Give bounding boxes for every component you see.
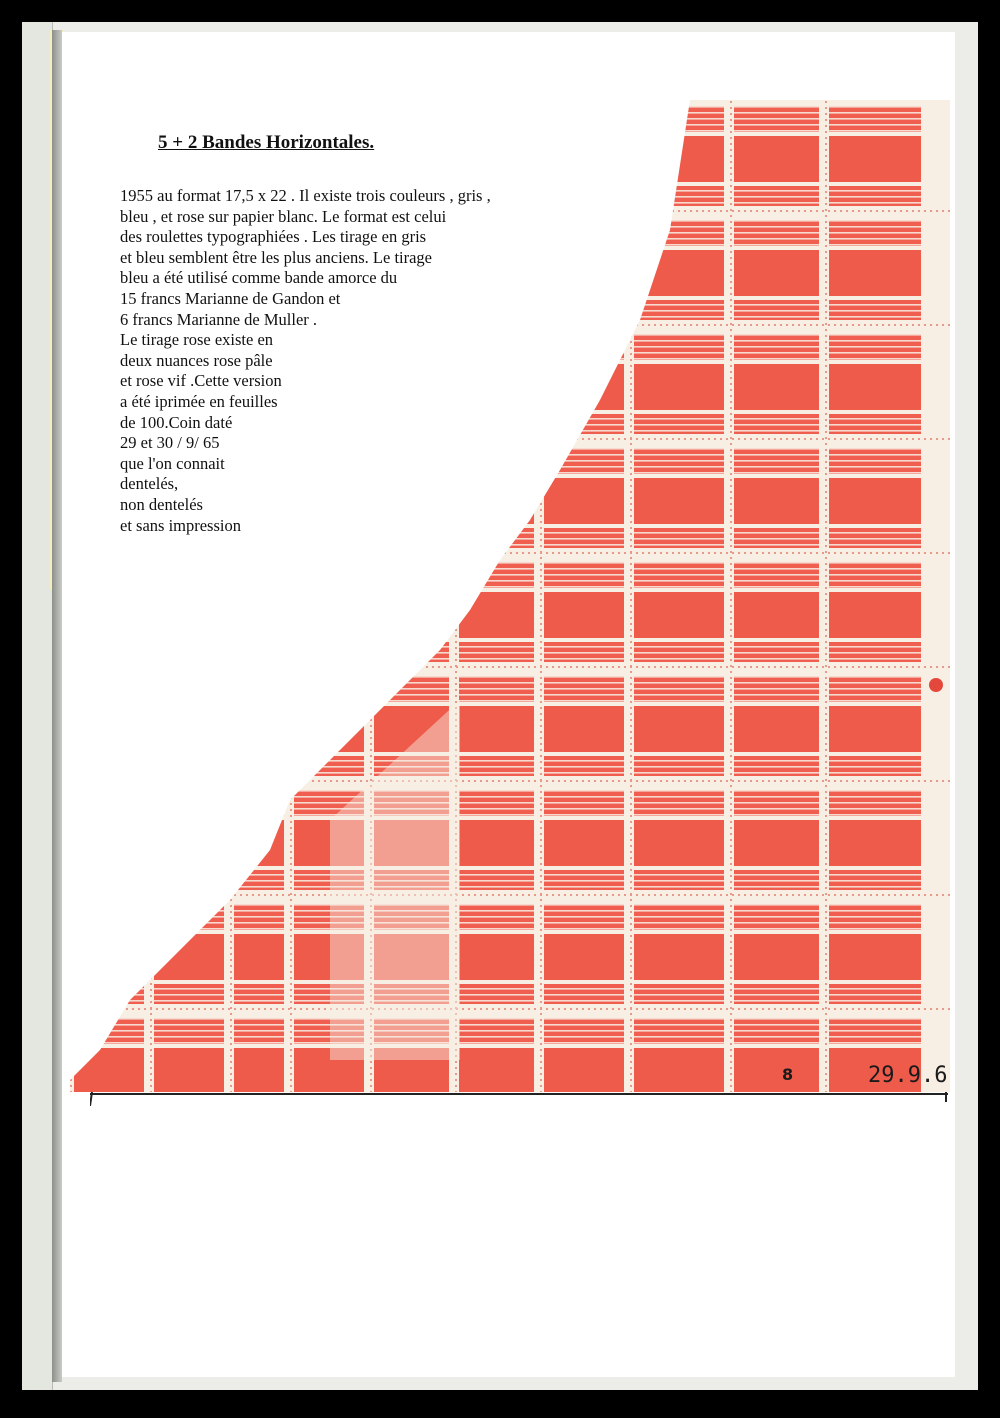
stamp-cell <box>734 334 819 434</box>
stamp-cell <box>74 562 144 662</box>
description-line: bleu , et rose sur papier blanc. Le format est celui <box>120 206 447 226</box>
stamp-cell <box>634 676 724 776</box>
sheet-bottom-ruler <box>90 1092 948 1106</box>
stamp-cell <box>634 562 724 662</box>
stamp-cell <box>634 220 724 320</box>
stamp-cell <box>544 904 624 1004</box>
stamp-cell <box>154 676 224 776</box>
description-line: et rose vif .Cette version <box>120 371 282 391</box>
stamp-cell <box>734 448 819 548</box>
coin-date-label: 29.9.6 <box>868 1063 948 1088</box>
description-line: de 100.Coin daté <box>120 412 233 432</box>
stamp-cell <box>829 334 921 434</box>
stamp-cell <box>829 790 921 890</box>
description-line: deux nuances rose pâle <box>120 350 273 370</box>
stamp-cell <box>374 562 449 662</box>
stamp-cell <box>294 676 364 776</box>
stamp-cell <box>734 676 819 776</box>
description-text <box>120 186 491 536</box>
stamp-cell <box>544 562 624 662</box>
description-line: 15 francs Marianne de Gandon et <box>120 288 341 308</box>
stamp-cell <box>459 676 534 776</box>
stamp-cell <box>544 220 624 320</box>
stamp-cell <box>154 562 224 662</box>
stamp-cell <box>74 904 144 1004</box>
stamp-cell <box>459 904 534 1004</box>
stamp-cell <box>234 790 284 890</box>
description-line: et bleu semblent être les plus anciens. Le tirage <box>120 247 433 267</box>
stamp-cell <box>544 676 624 776</box>
stamp-cell <box>459 562 534 662</box>
stamp-cell <box>234 562 284 662</box>
stamp-cell <box>634 904 724 1004</box>
stamp-cell <box>829 904 921 1004</box>
sheet-corner-number: 8 <box>782 1065 794 1084</box>
stamp-cell <box>829 220 921 320</box>
stamp-cell <box>74 676 144 776</box>
stamp-cell <box>829 562 921 662</box>
stamp-cell <box>544 448 624 548</box>
stamp-cell <box>829 106 921 206</box>
stamp-cell <box>154 904 224 1004</box>
stamp-cell <box>634 106 724 206</box>
description-line: et sans impression <box>120 515 241 535</box>
description-line: que l'on connait <box>120 453 225 473</box>
stamp-cell <box>734 106 819 206</box>
description-line: dentelés, <box>120 474 179 494</box>
stamp-cell <box>634 790 724 890</box>
stamp-cell <box>544 106 624 206</box>
description-line: bleu a été utilisé comme bande amorce du <box>120 268 398 288</box>
stamp-cell <box>154 790 224 890</box>
stamp-cell <box>734 790 819 890</box>
description-line: 29 et 30 / 9/ 65 <box>120 433 220 453</box>
page-title: 5 + 2 Bandes Horizontales. <box>158 132 375 153</box>
stamp-cell <box>734 904 819 1004</box>
stamp-cell <box>544 790 624 890</box>
description-line: Le tirage rose existe en <box>120 330 274 350</box>
stamp-cell <box>734 220 819 320</box>
stamp-cell <box>634 334 724 434</box>
stamp-cell <box>294 562 364 662</box>
stamp-cell <box>634 448 724 548</box>
stamp-cell <box>829 676 921 776</box>
stamp-cell <box>234 676 284 776</box>
description-line: a été iprimée en feuilles <box>120 391 278 411</box>
description-line: 6 francs Marianne de Muller . <box>120 309 318 329</box>
description-line: des roulettes typographiées . Les tirage en gris <box>120 227 427 247</box>
stamp-cell <box>74 790 144 890</box>
stamp-cell <box>544 334 624 434</box>
stamp-cell <box>234 904 284 1004</box>
stamp-cell <box>829 448 921 548</box>
description-line: 1955 au format 17,5 x 22 . Il existe trois couleurs , gris , <box>120 186 491 205</box>
stamp-cell <box>734 562 819 662</box>
stamp-cell <box>459 790 534 890</box>
description-line: non dentelés <box>120 494 203 514</box>
